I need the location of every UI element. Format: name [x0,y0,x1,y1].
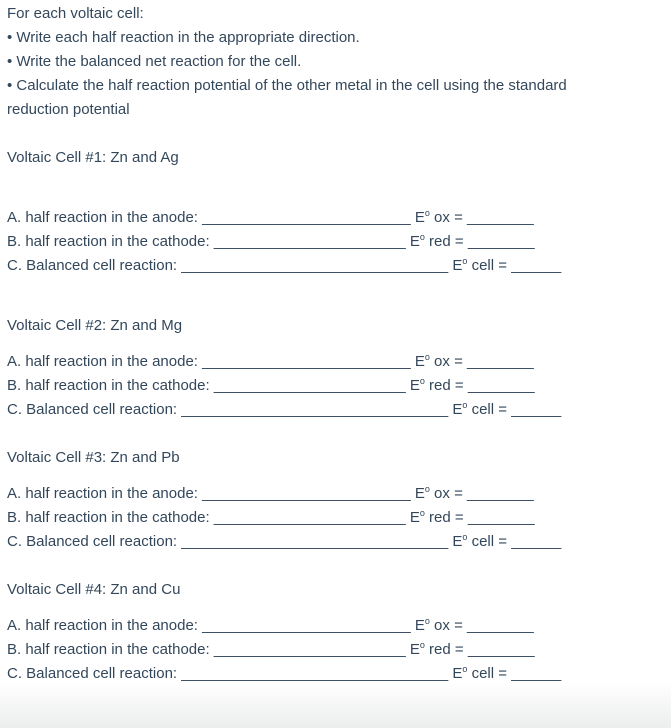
e-superscript: o [419,640,425,650]
anode-half-reaction-row [7,350,661,374]
e-symbol [452,665,467,682]
e-base: E [414,353,425,370]
cathode-half-reaction-row [7,506,661,530]
row-text-tail: cell = ______ [467,665,562,682]
e-base: E [452,401,463,418]
row-text-tail: red = ________ [424,377,535,394]
row-text-tail: cell = ______ [467,401,562,418]
e-symbol [410,509,425,526]
cell-4-rows [7,614,661,686]
e-base: E [409,377,420,394]
e-symbol [415,209,430,226]
balanced-reaction-row [7,398,661,422]
row-text: B. half reaction in the cathode: _______________________ [7,233,410,250]
instruction-bullet-3: • Calculate the half reaction potential of the other metal in the cell using the standard [7,77,567,94]
e-symbol [452,533,467,550]
cell-2-rows [7,350,661,422]
e-superscript: o [424,616,430,626]
e-base: E [414,617,425,634]
instruction-bullet-1: • Write each half reaction in the appropriate direction. [7,29,360,46]
e-superscript: o [462,400,468,410]
voltaic-cell-2-section [7,314,661,422]
balanced-reaction-row [7,254,661,278]
e-base: E [414,209,425,226]
e-symbol [415,353,430,370]
row-text-tail: red = ________ [424,233,535,250]
e-superscript: o [419,376,425,386]
row-text-tail: red = ________ [424,509,535,526]
e-symbol [410,641,425,658]
balanced-reaction-row [7,530,661,554]
row-text-tail: cell = ______ [467,533,562,550]
row-text-tail: red = ________ [424,641,535,658]
cell-2-title: Voltaic Cell #2: Zn and Mg [7,317,183,334]
instructions-block [7,2,661,122]
e-superscript: o [462,532,468,542]
e-superscript: o [419,508,425,518]
row-text: C. Balanced cell reaction: ________________________________ [7,665,453,682]
cell-1-rows [7,206,661,278]
anode-half-reaction-row [7,206,661,230]
e-symbol [410,233,425,250]
cell-3-rows [7,482,661,554]
e-symbol [452,401,467,418]
e-symbol [415,485,430,502]
row-text-tail: ox = ________ [429,353,534,370]
e-superscript: o [462,256,468,266]
e-superscript: o [424,208,430,218]
e-superscript: o [424,484,430,494]
cathode-half-reaction-row [7,230,661,254]
e-superscript: o [462,664,468,674]
e-base: E [452,533,463,550]
row-text: C. Balanced cell reaction: ________________________________ [7,533,453,550]
cathode-half-reaction-row [7,638,661,662]
row-text: A. half reaction in the anode: _________________________ [7,353,415,370]
balanced-reaction-row [7,662,661,686]
cell-4-title: Voltaic Cell #4: Zn and Cu [7,581,181,598]
row-text: B. half reaction in the cathode: _______________________ [7,377,410,394]
instruction-bullet-3-continued: reduction potential [7,101,130,118]
voltaic-cell-3-section [7,446,661,554]
row-text-tail: ox = ________ [429,209,534,226]
instruction-bullet-2: • Write the balanced net reaction for the cell. [7,53,302,70]
e-base: E [409,509,420,526]
e-superscript: o [419,232,425,242]
row-text-tail: ox = ________ [429,617,534,634]
voltaic-cell-4-section [7,578,661,686]
cell-1-title: Voltaic Cell #1: Zn and Ag [7,149,179,166]
row-text: C. Balanced cell reaction: ________________________________ [7,401,453,418]
row-text: A. half reaction in the anode: _________________________ [7,485,415,502]
row-text-tail: ox = ________ [429,485,534,502]
cell-3-title: Voltaic Cell #3: Zn and Pb [7,449,180,466]
e-symbol [452,257,467,274]
cathode-half-reaction-row [7,374,661,398]
e-base: E [452,665,463,682]
e-superscript: o [424,352,430,362]
row-text: A. half reaction in the anode: _________________________ [7,209,415,226]
anode-half-reaction-row [7,482,661,506]
row-text: B. half reaction in the cathode: _______________________ [7,509,410,526]
e-base: E [409,233,420,250]
voltaic-cell-1-section [7,146,661,278]
e-base: E [452,257,463,274]
page-bottom-fade [0,682,671,728]
e-symbol [415,617,430,634]
e-base: E [414,485,425,502]
row-text: B. half reaction in the cathode: _______________________ [7,641,410,658]
row-text-tail: cell = ______ [467,257,562,274]
row-text: A. half reaction in the anode: _________________________ [7,617,415,634]
row-text: C. Balanced cell reaction: ________________________________ [7,257,453,274]
e-symbol [410,377,425,394]
anode-half-reaction-row [7,614,661,638]
instructions-heading: For each voltaic cell: [7,5,144,22]
e-base: E [409,641,420,658]
